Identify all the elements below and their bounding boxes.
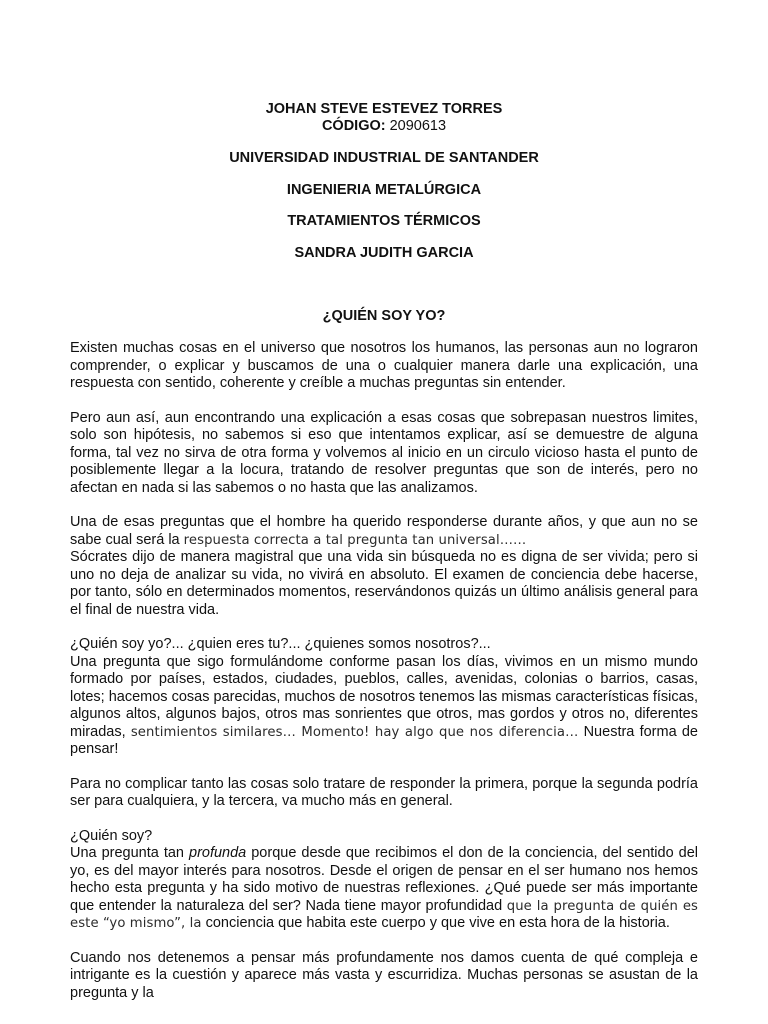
paragraph-6-pasted-text: sentimientos similares… Momento! hay algo que nos diferencia… [130, 724, 579, 740]
paragraph-9 [70, 845, 698, 933]
paragraph-7: Para no complicar tanto las cosas solo tratare de responder la primera, porque la segunda podría ser para cualquiera, y la tercera, va mucho más en general. [70, 775, 698, 809]
paragraph-3-pasted-text: respuesta correcta a tal pregunta tan universal…… [183, 532, 527, 548]
paragraph-9-pasted-text: que la pregunta de quién es este “yo mismo”, la [70, 898, 698, 931]
paragraph-3-text: Una de esas preguntas que el hombre ha querido responderse durante años, y que aun no se sabe cual será la [70, 514, 698, 548]
paragraph-6-text: Una pregunta que sigo formulándome conforme pasan los días, vivimos en un mismo mundo formado por países, estados, ciudades, pueblos, calles, avenidas, colonias o barrios, casas, lotes; hacemos cosas parecidas, muchos de nosotros tenemos las mismas características físicas, algunos altos, algunos bajos, otros mas sonrientes que otros, mas gordos y otros no, diferentes miradas, [70, 653, 698, 740]
teacher-name: SANDRA JUDITH GARCIA [294, 245, 474, 261]
program-name: INGENIERIA METALÚRGICA [286, 182, 482, 198]
student-code-line [0, 118, 768, 136]
paragraph-10: Cuando nos detenemos a pensar más profundamente nos damos cuenta de qué compleja e intrigante es la cuestión y aparece más vasta y escurridiza. Muchas personas se asustan de la pregunta y la [70, 949, 698, 1001]
university-name: UNIVERSIDAD INDUSTRIAL DE SANTANDER [229, 150, 539, 166]
paragraph-9-end: conciencia que habita este cuerpo y que vive en esta hora de la historia. [201, 915, 670, 931]
paragraph-9-italic: profunda [189, 845, 247, 861]
paragraph-9-start: Una pregunta tan [70, 845, 189, 861]
paragraph-6 [70, 654, 698, 759]
paragraph-8: ¿Quién soy? [70, 827, 153, 844]
essay-title: ¿QUIÉN SOY YO? [322, 308, 446, 324]
course-name: TRATAMIENTOS TÉRMICOS [287, 213, 481, 229]
paragraph-4: Sócrates dijo de manera magistral que una vida sin búsqueda no es digna de ser vivida; pero si uno no deja de analizar su vida, no vivirá en absoluto. El examen de conciencia debe hacerse, por tanto, sólo en determinados momentos, reservándonos quizás un último análisis general para el final de nuestra vida. [70, 549, 698, 618]
author-name: JOHAN STEVE ESTEVEZ TORRES [265, 101, 503, 117]
paragraph-6-end: Nuestra forma de pensar! [70, 723, 698, 757]
paragraph-9-text: porque desde que recibimos el don de la conciencia, del sentido del yo, es del mayor interés para nosotros. Desde el origen de pensar en el ser humano nos hemos hecho esta pregunta y ha sido motivo de nuestras reflexiones. ¿Qué puede ser más importante que entender la naturaleza del ser? Nada tiene mayor profundidad [70, 845, 698, 914]
code-label: CÓDIGO: [321, 118, 386, 134]
code-value: 2090613 [389, 118, 447, 134]
paragraph-3 [70, 514, 698, 549]
essay-body [70, 340, 698, 1002]
paragraph-2: Pero aun así, aun encontrando una explicación a esas cosas que sobrepasan nuestros limites, solo son hipótesis, no sabemos si eso que intentamos explicar, así se demuestre de alguna forma, tal vez no sirva de otra forma y volvemos al inicio en un circulo vicioso hasta el punto de posiblemente llegar a la locura, tratando de resolver preguntas que son de interés, pero no afectan en nada si las sabemos o no hasta que las analizamos. [70, 409, 698, 496]
paragraph-5: ¿Quién soy yo?... ¿quien eres tu?... ¿quienes somos nosotros?... [70, 636, 491, 652]
paragraph-1: Existen muchas cosas en el universo que nosotros los humanos, las personas aun no lograron comprender, o explicar y buscamos de una o cualquier manera darle una explicación, una respuesta con sentido, coherente y creíble a muchas preguntas sin entender. [70, 340, 698, 391]
